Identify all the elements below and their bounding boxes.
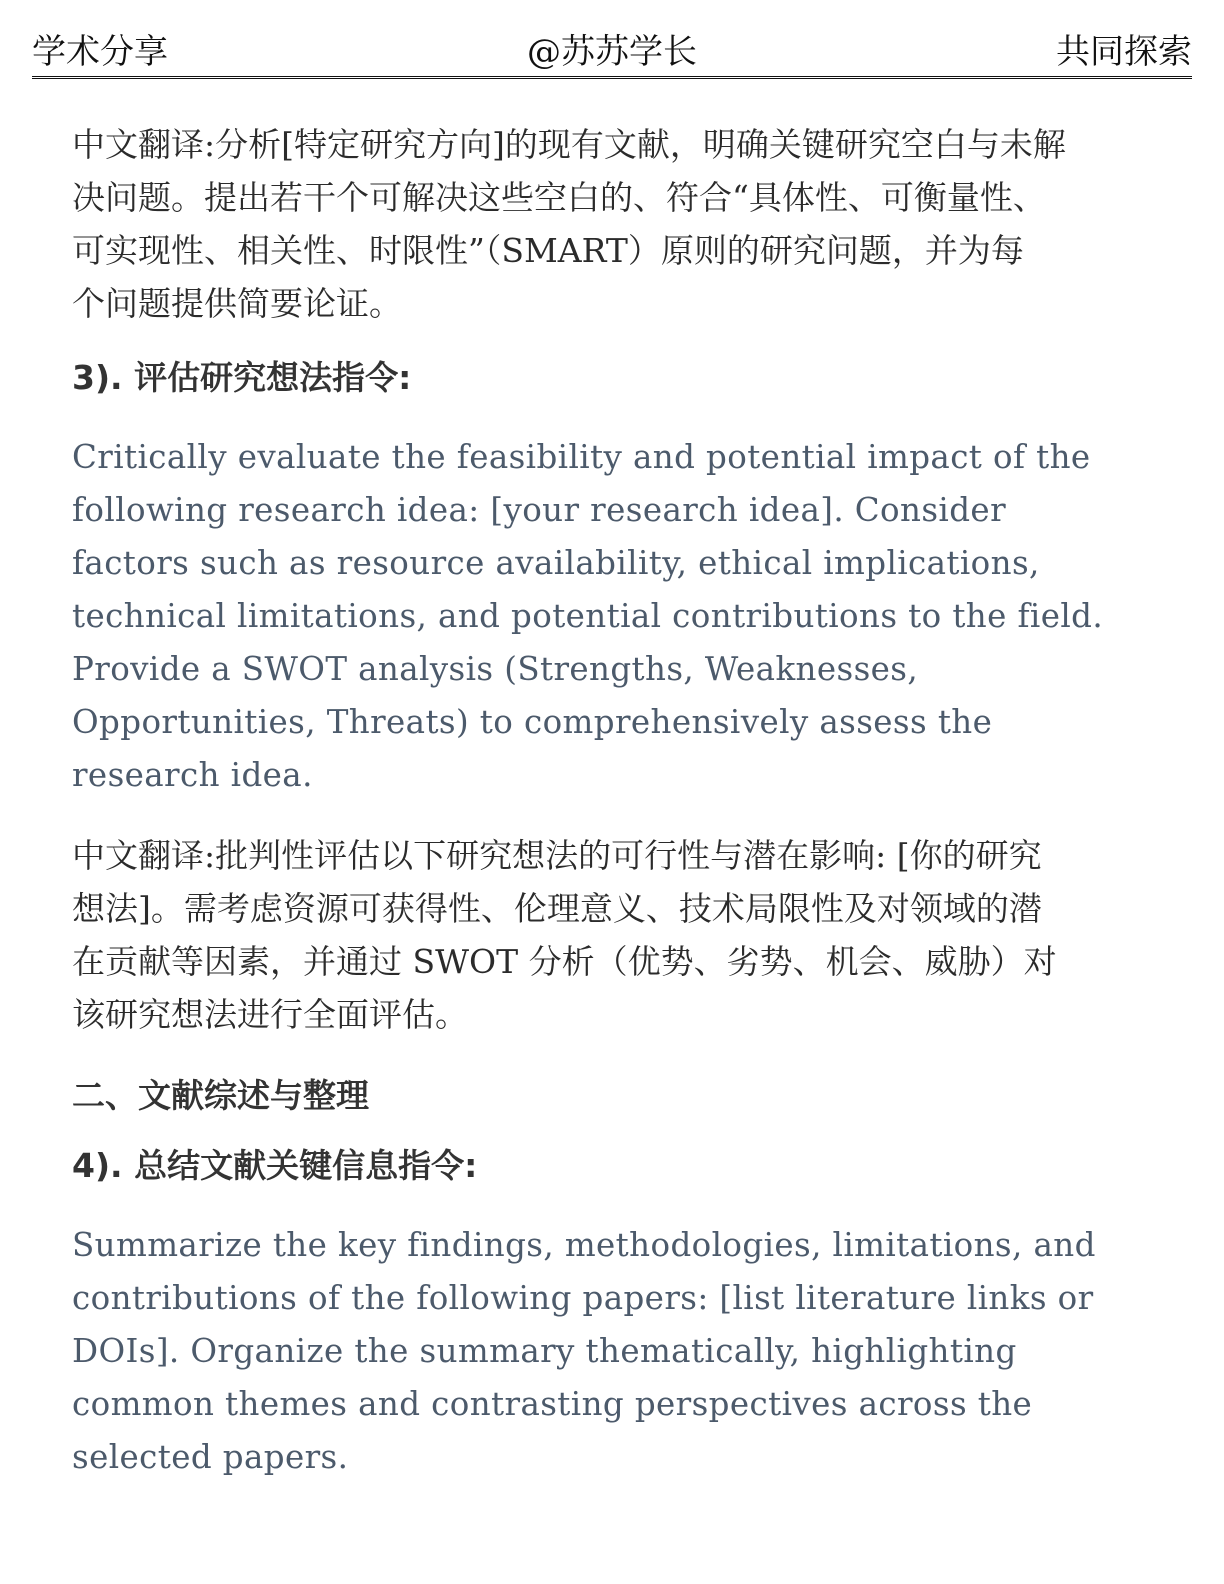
text-line: contributions of the following papers: [list literature links or xyxy=(72,1279,1094,1317)
header-left-label: 学术分享 xyxy=(32,32,168,72)
header-right-label: 共同探索 xyxy=(1056,32,1192,72)
text-line: 可实现性、相关性、时限性”（SMART）原则的研究问题，并为每 xyxy=(72,231,1024,270)
text-line: DOIs]. Organize the summary thematically, highlighting xyxy=(72,1332,1017,1370)
text-line: 中文翻译:批判性评估以下研究想法的可行性与潜在影响: [你的研究 xyxy=(72,836,1042,875)
text-line: factors such as resource availability, ethical implications, xyxy=(72,544,1040,582)
text-line: selected papers. xyxy=(72,1438,349,1476)
text-line: Opportunities, Threats) to comprehensively assess the xyxy=(72,703,993,741)
text-line: common themes and contrasting perspectives across the xyxy=(72,1385,1033,1423)
text-line: research idea. xyxy=(72,756,313,794)
section-heading-4: 4). 总结文献关键信息指令: xyxy=(72,1146,478,1185)
english-prompt-paragraph-4 xyxy=(72,1219,1147,1484)
text-line: Critically evaluate the feasibility and potential impact of the xyxy=(72,438,1091,476)
text-line: 该研究想法进行全面评估。 xyxy=(72,995,468,1034)
section-heading-3: 3). 评估研究想法指令: xyxy=(72,358,412,397)
page-header xyxy=(32,28,1192,79)
text-line: 在贡献等因素，并通过 SWOT 分析（优势、劣势、机会、威胁）对 xyxy=(72,942,1057,981)
text-line: technical limitations, and potential contributions to the field. xyxy=(72,597,1104,635)
text-line: 中文翻译:分析[特定研究方向]的现有文献，明确关键研究空白与未解 xyxy=(72,125,1066,164)
header-author-handle: @苏苏学长 xyxy=(527,32,697,72)
chinese-translation-paragraph-3 xyxy=(72,829,1147,1041)
text-line: following research idea: [your research idea]. Consider xyxy=(72,491,1006,529)
text-line: 个问题提供简要论证。 xyxy=(72,284,402,323)
english-prompt-paragraph-3 xyxy=(72,431,1147,802)
section-title-literature-review: 二、文献综述与整理 xyxy=(72,1076,369,1115)
text-line: Provide a SWOT analysis (Strengths, Weaknesses, xyxy=(72,650,919,688)
chinese-translation-paragraph-1 xyxy=(72,118,1147,330)
text-line: 决问题。提出若干个可解决这些空白的、符合“具体性、可衡量性、 xyxy=(72,178,1046,217)
text-line: Summarize the key findings, methodologies, limitations, and xyxy=(72,1226,1096,1264)
text-line: 想法]。需考虑资源可获得性、伦理意义、技术局限性及对领域的潜 xyxy=(72,889,1042,928)
